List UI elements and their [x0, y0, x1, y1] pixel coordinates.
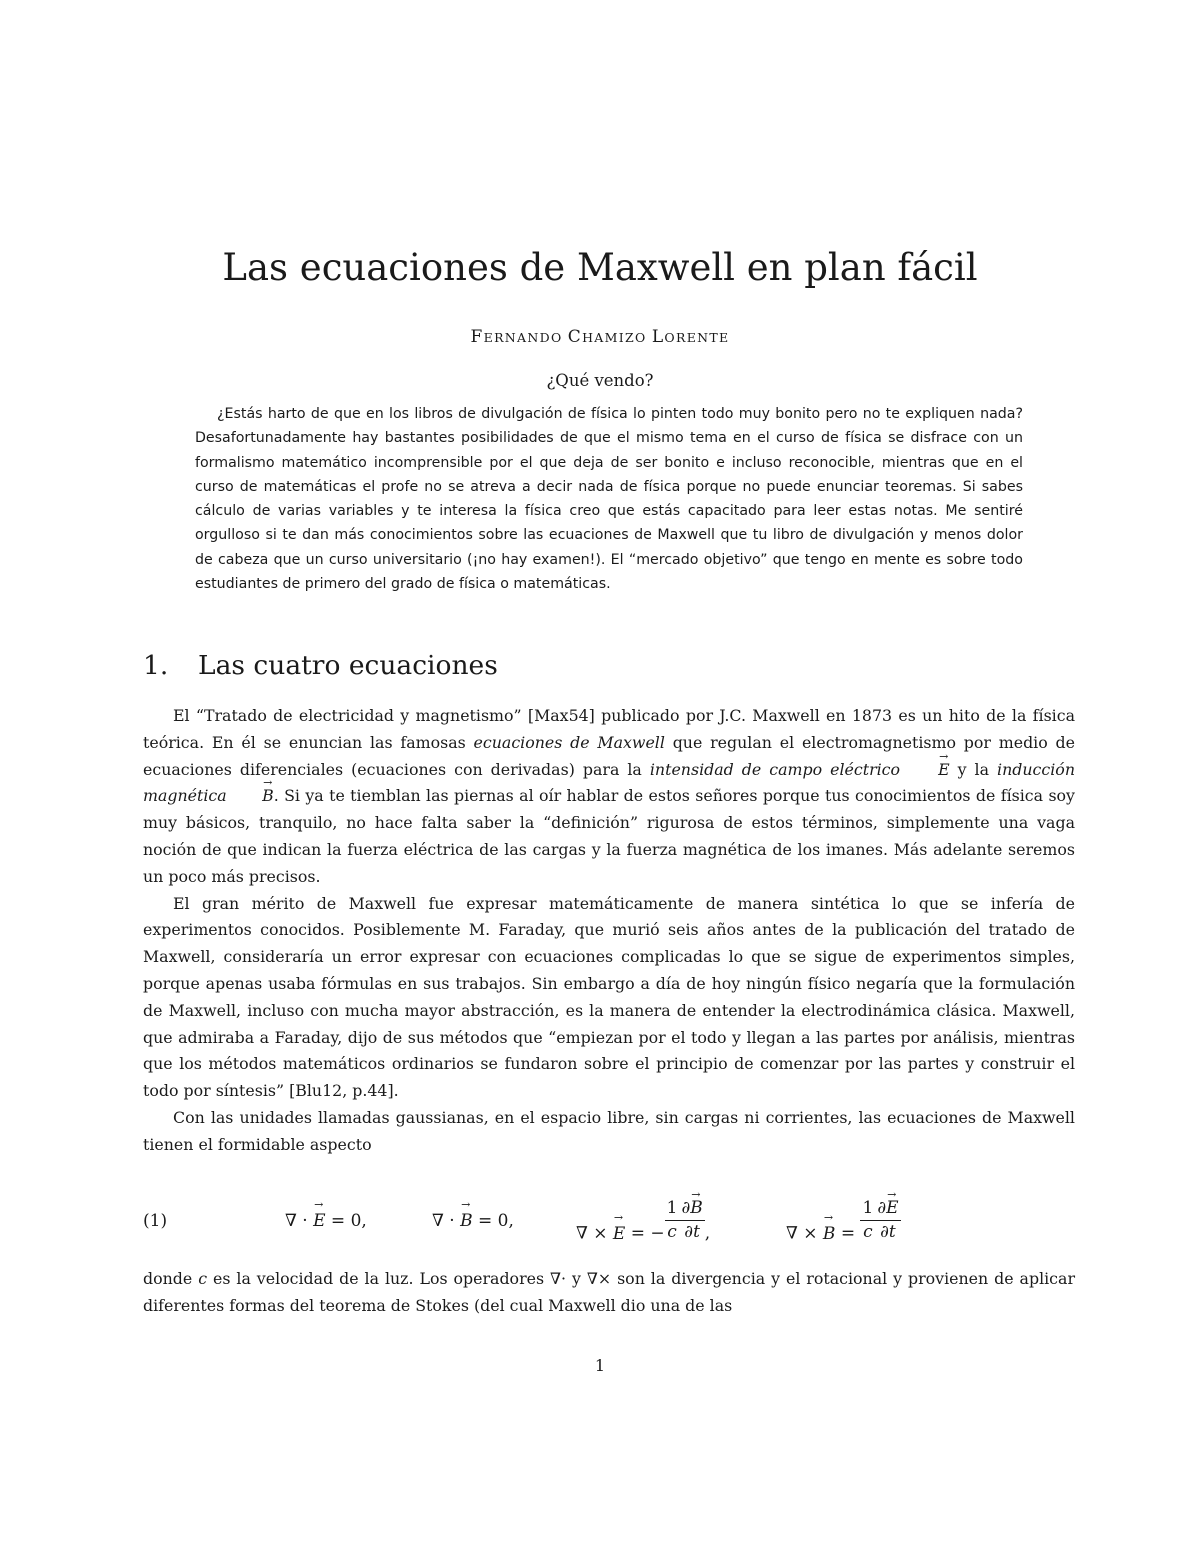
vector-b: → B — [232, 783, 274, 810]
partial-symbol: ∂ — [877, 1198, 887, 1218]
paragraph-4-part-b: es la velocidad de la luz. Los operadores ∇· y ∇× son la divergencia y el rotacional y provienen de aplicar diferentes formas del teorema de Stokes (del cual Maxwell dio una de las — [143, 1269, 1075, 1315]
equation-rhs: = 0, — [472, 1211, 514, 1231]
equals-minus: = − — [625, 1223, 665, 1244]
fraction-de-dt — [875, 1197, 900, 1243]
fraction-numerator: 1 — [860, 1197, 875, 1221]
term-electric-field: intensidad de campo eléctrico — [649, 759, 901, 779]
paragraph-2: El gran mérito de Maxwell fue expresar matemáticamente de manera sintética lo que se infería de experimentos conocidos. Posiblemente M. Faraday, que murió seis años antes de la publicación del tratado de Maxwell, consideraría un error expresar con ecuaciones complicadas lo que se sigue de experimentos simples, porque apenas usaba fórmulas en sus trabajos. Sin embargo a día de hoy ningún físico negaría que la formulación de Maxwell, incluso con mucha mayor abstracción, es la manera de entender la electrodinámica clásica. Maxwell, que admiraba a Faraday, dijo de sus métodos que “empiezan por el todo y llegan a las partes por análisis, mientras que los métodos matemáticos ordinarios se fundaron sobre el principio de comenzar por las partes y construir el todo por síntesis” [Blu12, p.44]. — [143, 893, 1075, 1101]
fraction-db-dt — [679, 1197, 704, 1243]
curl-operator: ∇ × — [576, 1223, 613, 1244]
author-text: FERNANDO CHAMIZO LORENTE — [470, 327, 730, 347]
vector-e: → E — [908, 757, 950, 784]
vector-b: → B — [460, 1211, 473, 1231]
fraction-numerator: 1 — [665, 1197, 680, 1221]
fraction-numerator — [875, 1197, 900, 1221]
fraction-numerator — [679, 1197, 704, 1221]
vector-b: → B — [823, 1224, 836, 1244]
abstract-heading: ¿Qué vendo? — [546, 371, 654, 390]
paper-title: Las ecuaciones de Maxwell en plan fácil — [222, 246, 978, 289]
maxwell-equations — [143, 1196, 1075, 1256]
equation-div-e — [285, 1211, 367, 1231]
equation-curl-b — [786, 1198, 901, 1257]
page-number: 1 — [594, 1356, 606, 1375]
fraction-denominator: c — [667, 1222, 677, 1242]
vector-e: → E — [886, 1197, 898, 1219]
fraction-denominator: c — [863, 1222, 873, 1242]
paragraph-1-part-a: El “Tratado de electricidad y magnetismo” [Max54] publicado por J.C. Maxwell en 1873 es un hito de la física teórica. En él se enuncian las famosas — [143, 706, 1075, 752]
vector-e: → E — [613, 1224, 625, 1244]
curl-operator: ∇ × — [786, 1223, 823, 1244]
vector-e: → E — [313, 1211, 325, 1231]
partial-symbol: ∂ — [681, 1198, 691, 1218]
paragraph-4-part-a: donde — [143, 1269, 199, 1288]
equals: = — [835, 1223, 861, 1244]
fraction-one-over-c — [860, 1197, 875, 1243]
fraction-denominator: ∂t — [684, 1222, 700, 1242]
paragraph-4 — [143, 1266, 1075, 1320]
author-name — [0, 326, 1200, 349]
vector-b: → B — [690, 1197, 703, 1219]
div-operator: ∇ · — [432, 1211, 461, 1231]
fraction-denominator: ∂t — [880, 1222, 896, 1242]
div-operator: ∇ · — [285, 1211, 314, 1231]
paragraph-1-part-c: y la — [949, 759, 998, 779]
body-text-block-2 — [143, 1266, 1075, 1320]
comma: , — [704, 1223, 711, 1244]
paragraph-3: Con las unidades llamadas gaussianas, en el espacio libre, sin cargas ni corrientes, las ecuaciones de Maxwell tienen el formidable aspecto — [143, 1107, 1075, 1154]
term-magnetic-induction: inducción magnética — [143, 759, 1075, 806]
term-maxwell-equations: ecuaciones de Maxwell — [473, 732, 665, 752]
paragraph-1 — [143, 703, 1075, 891]
equation-number: (1) — [143, 1211, 168, 1231]
paragraph-1-part-b: que regulan el electromagnetismo por medio de ecuaciones diferenciales (ecuaciones con derivadas) para la — [143, 732, 1075, 779]
equation-curl-e — [576, 1198, 711, 1257]
paragraph-1-part-d: . Si ya te tiemblan las piernas al oír hablar de estos señores porque tus conocimientos de física soy muy básicos, tranquilo, no hace falta saber la “definición” rigurosa de estos términos, simplemente una vaga noción de que indican la fuerza eléctrica de las cargas y la fuerza magnética de los imanes. Más adelante seremos un poco más precisos. — [143, 786, 1075, 886]
fraction-one-over-c — [665, 1197, 680, 1243]
section-title: Las cuatro ecuaciones — [198, 650, 498, 681]
speed-of-light-symbol: c — [198, 1269, 208, 1288]
section-heading — [143, 648, 1083, 684]
section-number: 1. — [143, 650, 169, 681]
equation-div-b — [432, 1211, 514, 1231]
body-text-block-1 — [143, 703, 1075, 1159]
equation-rhs: = 0, — [325, 1211, 367, 1231]
abstract-text: ¿Estás harto de que en los libros de divulgación de física lo pinten todo muy bonito pero no te expliquen nada? Desafortunadamente hay bastantes posibilidades de que el mismo tema en el curso de física se disfrace con un formalismo matemático incomprensible por el que deja de ser bonito e incluso reconocible, mientras que en el curso de matemáticas el profe no se atreva a decir nada de física porque no puede enunciar teoremas. Si sabes cálculo de varias variables y te interesa la física creo que estás capacitado para leer estas notas. Me sentiré orgulloso si te dan más conocimientos sobre las ecuaciones de Maxwell que tu libro de divulgación y menos dolor de cabeza que un curso universitario (¡no hay examen!). El “mercado objetivo” que tengo en mente es sobre todo estudiantes de primero del grado de física o matemáticas. — [195, 406, 1023, 593]
